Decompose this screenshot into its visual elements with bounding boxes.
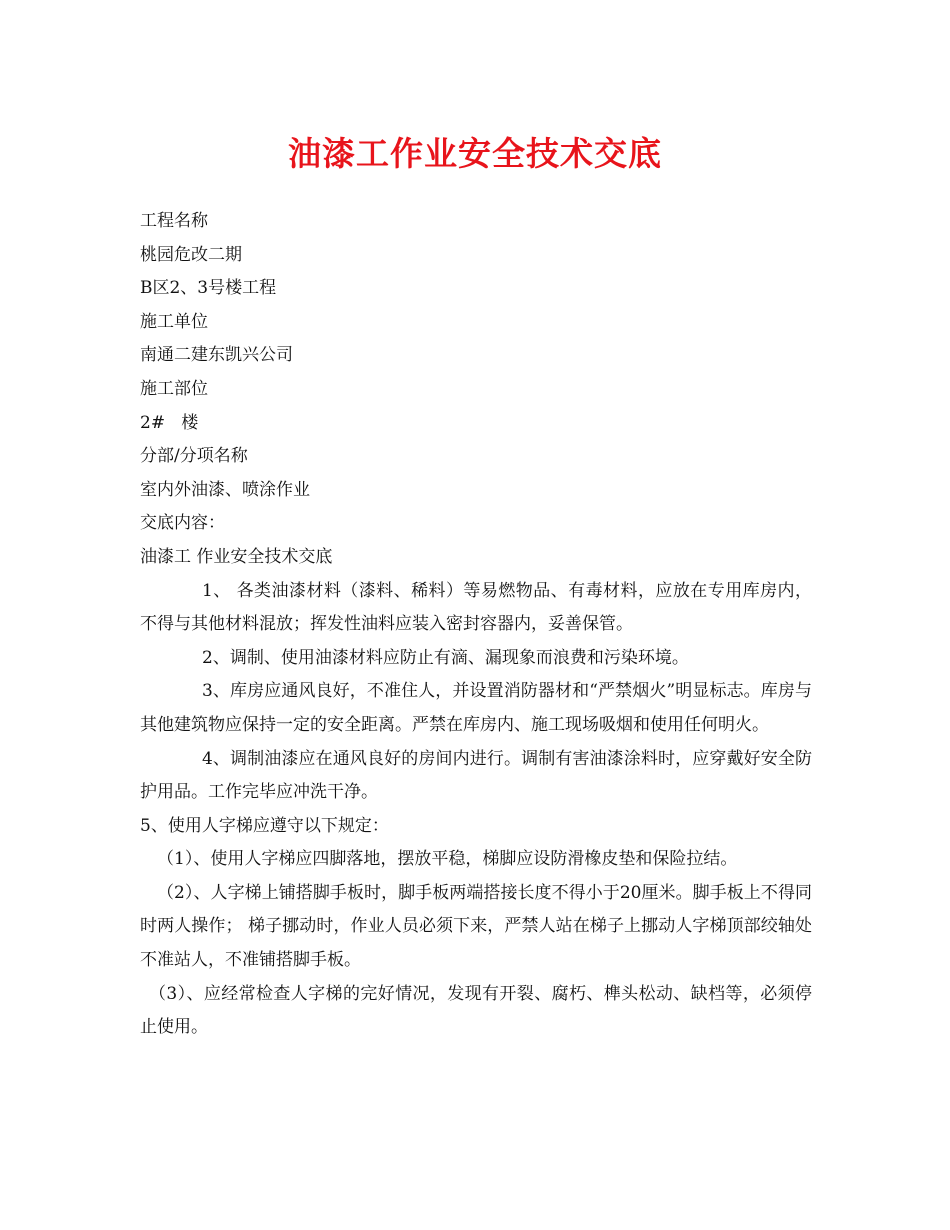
value-construction-unit: 南通二建东凯兴公司 bbox=[140, 345, 293, 366]
item-5-2: （2）、人字梯上铺搭脚手板时，脚手板两端搭接长度不得小于20厘米。脚手板上不得同时两人操作； 梯子挪动时，作业人员必须下来，严禁人站在梯子上挪动人字梯顶部绞轴处不准站人，不准铺搭脚手板。 bbox=[140, 882, 812, 971]
value-project-name-2: B区2、3号楼工程 bbox=[140, 278, 277, 299]
item-5-1: （1）、使用人字梯应四脚落地，摆放平稳，梯脚应设防滑橡皮垫和保险拉结。 bbox=[157, 849, 738, 870]
label-project-name: 工程名称 bbox=[140, 211, 208, 231]
item-2: 2、调制、使用油漆材料应防止有滴、漏现象而浪费和污染环境。 bbox=[202, 647, 689, 668]
document-body bbox=[140, 205, 812, 1045]
item-3: 3、库房应通风良好，不准住人，并设置消防器材和“严禁烟火”明显标志。库房与其他建筑物应保持一定的安全距离。严禁在库房内、施工现场吸烟和使用任何明火。 bbox=[140, 681, 812, 735]
item-5-3: （3）、应经常检查人字梯的完好情况，发现有开裂、腐朽、榫头松动、缺档等，必须停止使用。 bbox=[140, 983, 812, 1038]
value-construction-part: 2# 楼 bbox=[140, 412, 199, 433]
value-project-name-1: 桃园危改二期 bbox=[140, 244, 242, 265]
label-briefing-content: 交底内容： bbox=[140, 513, 225, 534]
item-1: 1、 各类油漆材料（漆料、稀料）等易燃物品、有毒材料，应放在专用库房内，不得与其他材料混放；挥发性油料应装入密封容器内，妥善保管。 bbox=[140, 580, 812, 635]
item-4: 4、调制油漆应在通风良好的房间内进行。调制有害油漆涂料时，应穿戴好安全防护用品。工作完毕应冲洗干净。 bbox=[140, 748, 812, 803]
label-subitem-name: 分部/分项名称 bbox=[140, 446, 248, 467]
briefing-subtitle: 油漆工 作业安全技术交底 bbox=[140, 546, 333, 567]
item-5: 5、使用人字梯应遵守以下规定： bbox=[140, 815, 389, 836]
document-title: 油漆工作业安全技术交底 bbox=[288, 134, 662, 173]
label-construction-part: 施工部位 bbox=[140, 378, 208, 399]
value-subitem-name: 室内外油漆、喷涂作业 bbox=[140, 479, 310, 500]
label-construction-unit: 施工单位 bbox=[140, 311, 208, 332]
